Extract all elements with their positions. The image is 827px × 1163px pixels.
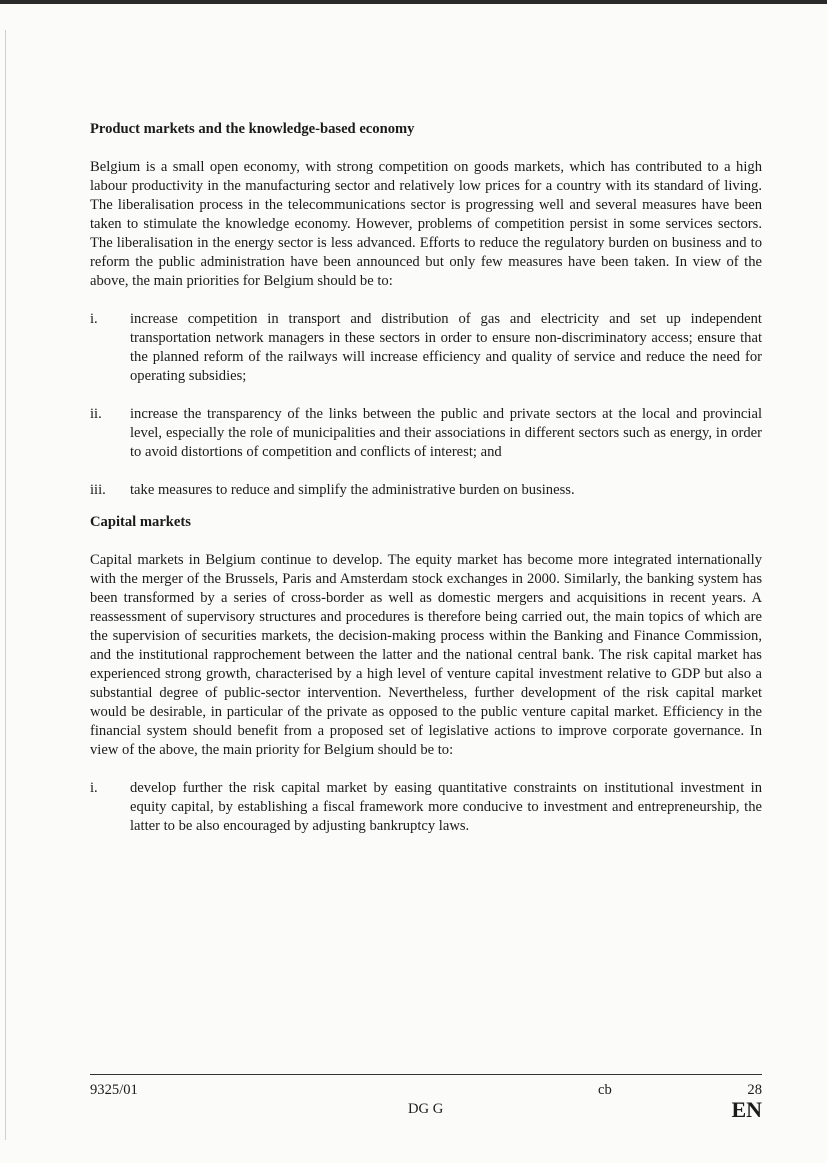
section-heading-capital-markets: Capital markets bbox=[90, 514, 191, 530]
item-text: increase the transparency of the links between the public and private sectors at the local and provincial level, especially the role of municipalities and their associations in different sectors such as energy, in order to avoid distortions of competition and conflicts of interest; and bbox=[130, 406, 762, 460]
scan-margin-line bbox=[5, 30, 6, 1140]
author-initials: cb bbox=[598, 1082, 612, 1098]
footer-rule bbox=[90, 1074, 762, 1075]
top-border bbox=[0, 0, 827, 4]
item-number: i. bbox=[90, 780, 98, 796]
priority-item-3 bbox=[90, 481, 762, 500]
page-footer bbox=[90, 1074, 762, 1122]
item-number: i. bbox=[90, 311, 98, 327]
section-heading-product-markets: Product markets and the knowledge-based economy bbox=[90, 121, 415, 137]
item-text: increase competition in transport and distribution of gas and electricity and set up independent transportation network managers in these sectors in order to ensure non-discriminatory access; ensure that the planned reform of the railways will increase efficiency and quality of service and reduce the need for operating subsidies; bbox=[130, 311, 762, 384]
priority-item-1 bbox=[90, 310, 762, 386]
capital-priority-item-1 bbox=[90, 779, 762, 836]
item-number: iii. bbox=[90, 482, 106, 498]
item-text: develop further the risk capital market by easing quantitative constraints on institutional investment in equity capital, by establishing a fiscal framework more conducive to investment and entrepreneurship, the latter to be also encouraged by adjusting bankruptcy laws. bbox=[130, 780, 762, 834]
priority-item-2 bbox=[90, 405, 762, 462]
paragraph-product-markets: Belgium is a small open economy, with strong competition on goods markets, which has contributed to a high labour productivity in the manufacturing sector and relatively low prices for a country with its standard of living. The liberalisation process in the telecommunications sector is progressing well and several measures have been taken to stimulate the knowledge economy. However, problems of competition persist in some services sectors. The liberalisation in the energy sector is less advanced. Efforts to reduce the regulatory burden on business and to reform the public administration have been announced but only few measures have been taken. In view of the above, the main priorities for Belgium should be to: bbox=[90, 159, 762, 289]
language-code: EN bbox=[731, 1097, 762, 1122]
document-body bbox=[90, 120, 762, 836]
directorate-general: DG G bbox=[408, 1101, 444, 1117]
paragraph-capital-markets: Capital markets in Belgium continue to develop. The equity market has become more integrated internationally with the merger of the Brussels, Paris and Amsterdam stock exchanges in 2000. Similarly, the banking system has been transformed by a series of cross-border as well as domestic mergers and acquisitions in recent years. A reassessment of supervisory structures and procedures is therefore being carried out, the main topics of which are the supervision of securities markets, the decision-making process within the Banking and Finance Commission, and the institutional rapprochement between the latter and the national central bank. The risk capital market has experienced strong growth, characterised by a high level of venture capital investment relative to GDP but also a substantial degree of public-sector intervention. Nevertheless, further development of the risk capital market would be desirable, in particular of the private as opposed to the public venture capital market. Efficiency in the financial system should benefit from a proposed set of legislative actions to improve corporate governance. In view of the above, the main priority for Belgium should be to: bbox=[90, 552, 762, 758]
document-reference: 9325/01 bbox=[90, 1082, 138, 1098]
page-number: 28 bbox=[747, 1082, 762, 1098]
item-number: ii. bbox=[90, 406, 102, 422]
item-text: take measures to reduce and simplify the administrative burden on business. bbox=[130, 482, 575, 498]
